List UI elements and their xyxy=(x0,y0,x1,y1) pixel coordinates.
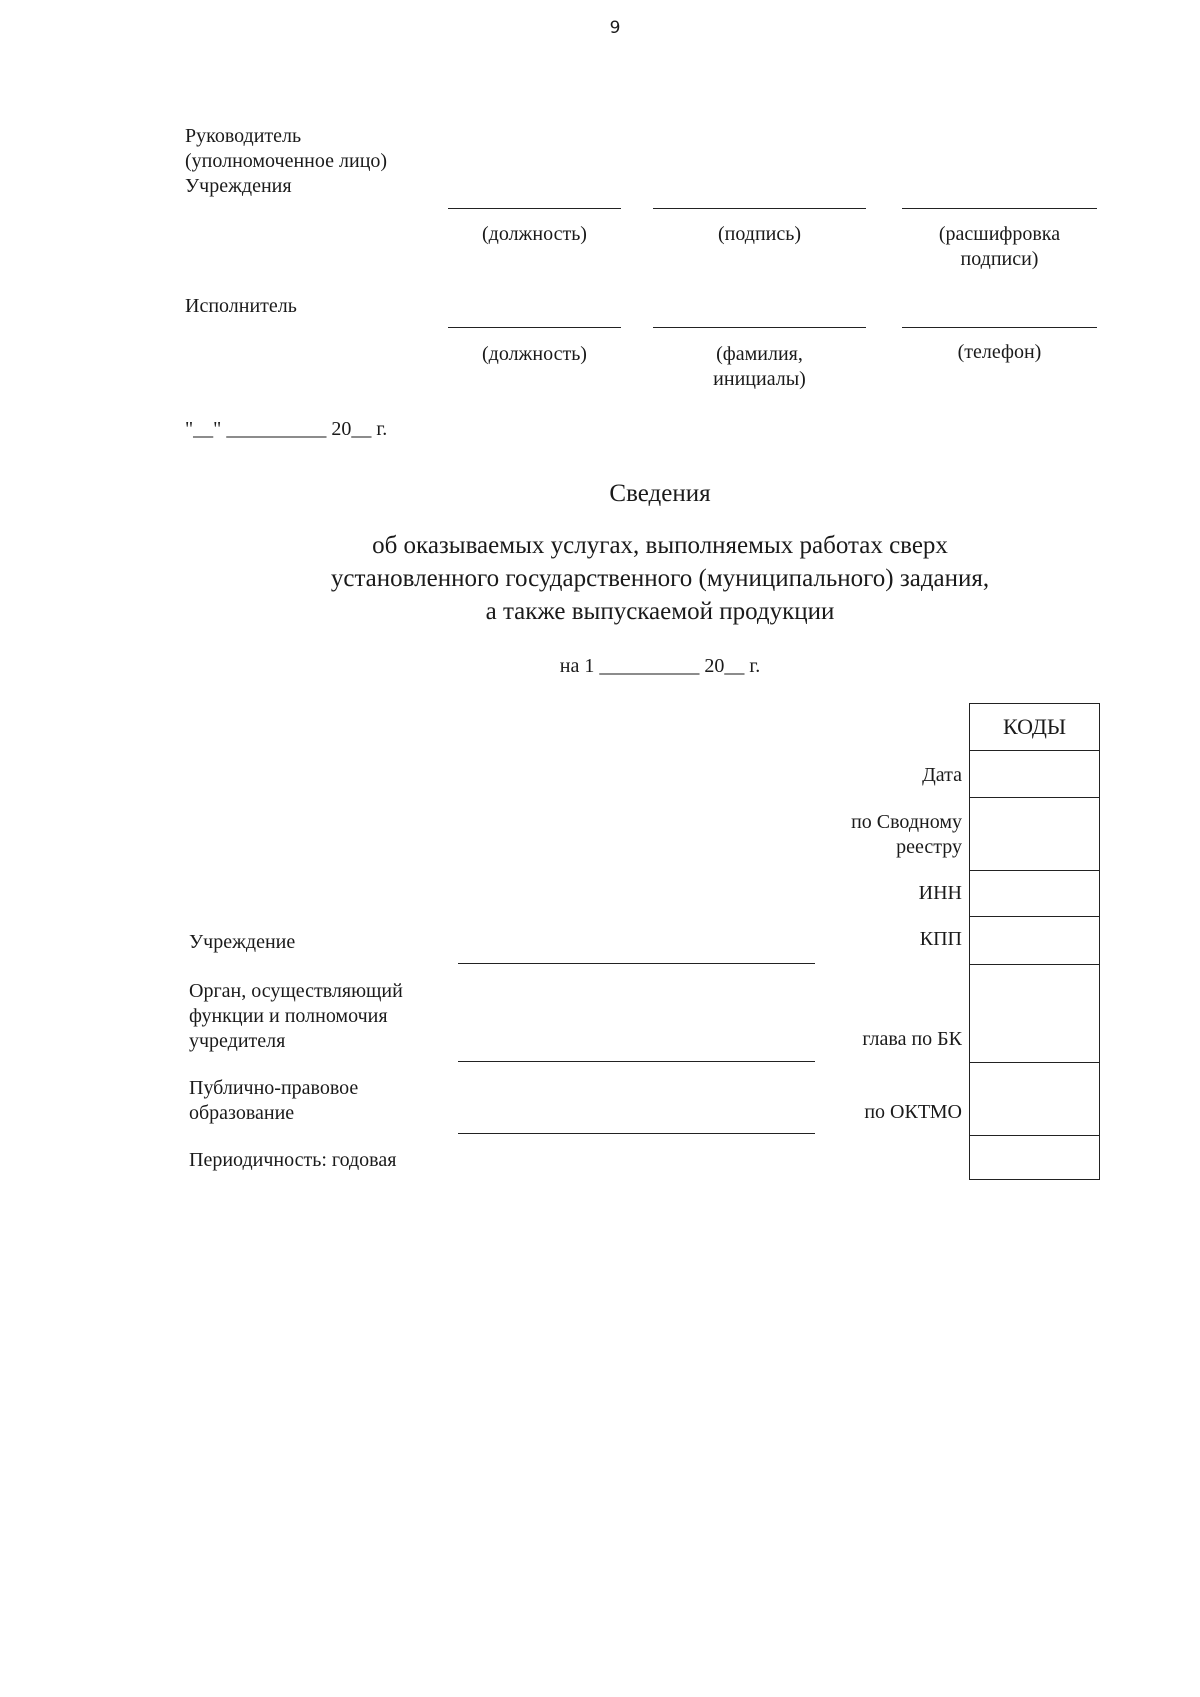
codes-label-kpp: КПП xyxy=(919,928,962,950)
public-entity-label-line-1: Публично-правовое xyxy=(189,1077,359,1099)
codes-label-registry-2: реестру xyxy=(896,836,962,858)
head-position-caption: (должность) xyxy=(482,223,587,245)
periodicity-label: Периодичность: годовая xyxy=(189,1149,397,1171)
head-decoding-caption-2: подписи) xyxy=(960,248,1039,270)
codes-label-bk: глава по БК xyxy=(862,1028,962,1050)
document-title: Сведения xyxy=(609,480,711,507)
executor-name-line[interactable] xyxy=(653,327,866,328)
codes-row-divider xyxy=(970,870,1099,871)
executor-position-line[interactable] xyxy=(448,327,621,328)
institution-field-line[interactable] xyxy=(458,963,815,964)
executor-label: Исполнитель xyxy=(185,295,297,317)
institution-label: Учреждение xyxy=(189,931,296,953)
public-entity-field-line[interactable] xyxy=(458,1133,815,1134)
founder-label-line-1: Орган, осуществляющий xyxy=(189,980,403,1002)
codes-row-divider xyxy=(970,750,1099,751)
executor-position-caption: (должность) xyxy=(482,343,587,365)
head-decoding-line[interactable] xyxy=(902,208,1097,209)
document-subtitle-line-2: установленного государственного (муниципального) задания, xyxy=(330,565,990,592)
head-decoding-caption-1: (расшифровка xyxy=(938,223,1061,245)
report-date: на 1 __________ 20__ г. xyxy=(559,655,761,677)
executor-name-caption-2: инициалы) xyxy=(713,368,806,390)
codes-label-oktmo: по ОКТМО xyxy=(864,1101,962,1123)
codes-label-date: Дата xyxy=(922,764,962,786)
founder-label-line-3: учредителя xyxy=(189,1030,286,1052)
founder-field-line[interactable] xyxy=(458,1061,815,1062)
codes-header: КОДЫ xyxy=(1002,714,1067,739)
document-subtitle-line-1: об оказываемых услугах, выполняемых работах сверх xyxy=(372,532,948,559)
head-signature-line[interactable] xyxy=(653,208,866,209)
page-number: 9 xyxy=(609,18,621,38)
head-signature-caption: (подпись) xyxy=(717,223,802,245)
codes-row-divider xyxy=(970,1135,1099,1136)
head-label-line-2: (уполномоченное лицо) xyxy=(185,150,388,172)
signature-date: "__" __________ 20__ г. xyxy=(185,418,388,440)
executor-phone-line[interactable] xyxy=(902,327,1097,328)
document-subtitle-line-3: а также выпускаемой продукции xyxy=(485,598,835,625)
codes-label-inn: ИНН xyxy=(918,882,962,904)
codes-row-divider xyxy=(970,964,1099,965)
codes-table xyxy=(969,703,1100,1180)
head-label-line-3: Учреждения xyxy=(185,175,292,197)
codes-row-divider xyxy=(970,1062,1099,1063)
founder-label-line-2: функции и полномочия xyxy=(189,1005,388,1027)
head-position-line[interactable] xyxy=(448,208,621,209)
public-entity-label-line-2: образование xyxy=(189,1102,295,1124)
codes-label-registry-1: по Сводному xyxy=(851,811,962,833)
executor-phone-caption: (телефон) xyxy=(957,341,1042,363)
head-label-line-1: Руководитель xyxy=(185,125,302,147)
executor-name-caption-1: (фамилия, xyxy=(716,343,803,365)
codes-row-divider xyxy=(970,797,1099,798)
codes-row-divider xyxy=(970,916,1099,917)
